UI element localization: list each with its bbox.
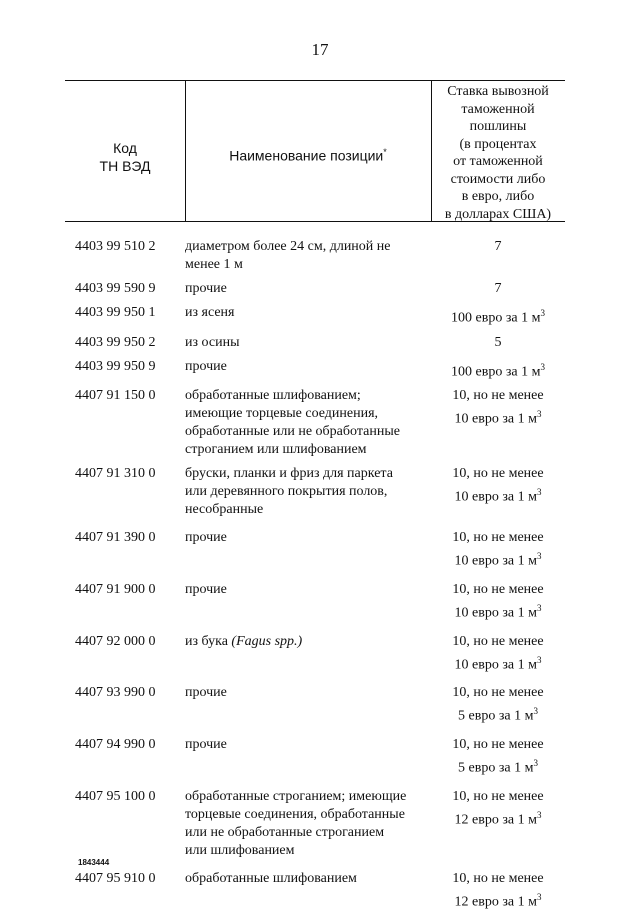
- cell-rate-text: 12 евро за 1 м: [454, 894, 537, 910]
- table-row: [65, 238, 565, 274]
- cell-rate-text: 10 евро за 1 м: [454, 657, 537, 673]
- cell-rate-text: 7: [494, 281, 502, 296]
- footnote-mark: *: [383, 147, 387, 157]
- unit-superscript: 3: [536, 551, 542, 562]
- cell-rate: [431, 280, 565, 298]
- header-rate-line: в долларах США): [444, 206, 552, 222]
- cell-name: [185, 788, 431, 860]
- cell-name-text: прочие: [185, 281, 227, 296]
- cell-rate: [431, 304, 565, 328]
- header-name: [185, 143, 431, 165]
- cell-rate-line: [431, 788, 565, 806]
- cell-name: [185, 581, 431, 623]
- table-row: [65, 465, 565, 519]
- cell-rate: [431, 684, 565, 726]
- header-rate-line: в евро, либо: [461, 189, 535, 204]
- cell-name-text: обработанные шлифованием: [185, 870, 357, 886]
- unit-superscript: 3: [536, 809, 542, 820]
- table-row: [65, 684, 565, 726]
- cell-name-text: строганием или шлифованием: [185, 442, 367, 458]
- cell-code: 4407 95 100 0: [75, 788, 156, 804]
- cell-rate-text: 10, но не менее: [452, 788, 544, 804]
- header-rate-line: пошлины: [469, 119, 527, 134]
- cell-rate-text: 10, но не менее: [452, 736, 544, 752]
- cell-name-line: [185, 684, 431, 702]
- cell-name-text: прочие: [185, 581, 227, 597]
- header-rate-line: стоимости либо: [450, 171, 546, 187]
- table-body: [65, 238, 565, 911]
- cell-rate-line: [431, 754, 565, 778]
- cell-rate: [431, 581, 565, 623]
- page-number: 17: [311, 40, 329, 59]
- cell-rate-text: 5 евро за 1 м: [458, 708, 534, 724]
- cell-name-line: [185, 465, 431, 483]
- cell-rate-line: [431, 358, 565, 382]
- cell-rate-text: 10, но не менее: [452, 685, 544, 701]
- cell-name: [185, 465, 431, 519]
- cell-name-italic: (Fagus spp.): [231, 633, 303, 649]
- cell-rate-text: 100 евро за 1 м: [451, 364, 541, 380]
- cell-rate-line: [431, 684, 565, 702]
- cell-name-text: или не обработанные строганием: [185, 824, 385, 840]
- cell-rate-text: 5 евро за 1 м: [458, 760, 534, 776]
- cell-code: 4407 91 900 0: [75, 581, 156, 597]
- cell-rate-text: 10, но не менее: [452, 633, 544, 649]
- cell-code: 4407 91 150 0: [75, 388, 156, 404]
- cell-name-line: [185, 256, 431, 274]
- cell-rate: [431, 529, 565, 571]
- cell-name-line: [185, 633, 431, 651]
- cell-name-line: [185, 280, 431, 298]
- cell-rate: [431, 358, 565, 382]
- cell-rate-line: [431, 405, 565, 429]
- cell-rate-line: [431, 483, 565, 507]
- cell-name-text: имеющие торцевые соединения,: [185, 406, 379, 422]
- unit-superscript: 3: [536, 409, 542, 420]
- cell-code: 4403 99 510 2: [75, 239, 156, 254]
- cell-name-text: торцевые соединения, обработанные: [185, 806, 405, 822]
- table-row: [65, 304, 565, 328]
- cell-rate-line: [431, 465, 565, 483]
- cell-code: 4407 91 390 0: [75, 530, 156, 546]
- cell-rate-text: 7: [494, 239, 502, 254]
- cell-name-line: [185, 870, 431, 888]
- cell-name-text: обработанные строганием; имеющие: [185, 788, 407, 804]
- unit-superscript: 3: [540, 361, 545, 372]
- cell-code: 4407 95 910 0: [75, 870, 156, 886]
- cell-rate: [431, 465, 565, 519]
- cell-name-line: [185, 405, 431, 423]
- cell-name: [185, 280, 431, 298]
- cell-name: [185, 358, 431, 382]
- table-row: [65, 529, 565, 571]
- table-row: [65, 387, 565, 459]
- cell-rate-text: 10 евро за 1 м: [454, 411, 537, 427]
- table-row: [65, 280, 565, 298]
- cell-name-line: [185, 304, 431, 322]
- cell-rate-text: 10, но не менее: [452, 581, 544, 597]
- table-row: [65, 334, 565, 352]
- unit-superscript: 3: [536, 891, 542, 902]
- cell-name-line: [185, 334, 431, 352]
- cell-code: 4403 99 950 9: [75, 358, 156, 374]
- tariff-table: [65, 80, 565, 911]
- cell-name-line: [185, 483, 431, 501]
- cell-code: 4407 92 000 0: [75, 633, 156, 649]
- cell-rate-text: 10 евро за 1 м: [454, 605, 537, 621]
- cell-name-text: прочие: [185, 736, 227, 752]
- cell-name-line: [185, 736, 431, 754]
- header-name-label: Наименование позиции: [229, 147, 384, 164]
- cell-rate: [431, 387, 565, 459]
- cell-name-text: менее 1 м: [185, 257, 243, 272]
- cell-name-text: прочие: [185, 685, 227, 701]
- cell-rate-text: 10 евро за 1 м: [454, 489, 537, 505]
- cell-rate-line: [431, 599, 565, 623]
- cell-name-line: [185, 441, 431, 459]
- cell-rate-text: 100 евро за 1 м: [451, 310, 541, 326]
- cell-name-line: [185, 238, 431, 256]
- cell-rate-text: 5: [494, 334, 502, 350]
- cell-name-text: обработанные или не обработанные: [185, 424, 400, 440]
- cell-name-text: бруски, планки и фриз для паркета: [185, 466, 393, 482]
- table-row: [65, 736, 565, 778]
- cell-name-text: из осины: [185, 334, 240, 350]
- cell-rate-line: [431, 870, 565, 888]
- unit-superscript: 3: [540, 308, 545, 318]
- cell-rate-line: [431, 633, 565, 651]
- cell-name-line: [185, 423, 431, 441]
- cell-name: [185, 870, 431, 911]
- unit-superscript: 3: [536, 602, 542, 613]
- cell-name-text: или шлифованием: [185, 842, 295, 858]
- cell-rate: [431, 334, 565, 352]
- cell-code: 4407 94 990 0: [75, 736, 156, 752]
- cell-rate-text: 10, но не менее: [452, 870, 544, 886]
- cell-name-text: диаметром более 24 см, длиной не: [185, 239, 391, 254]
- header-code-line: Код: [113, 140, 137, 156]
- table-header: [65, 80, 565, 222]
- cell-name-line: [185, 501, 431, 519]
- cell-name-line: [185, 842, 431, 860]
- cell-name-line: [185, 824, 431, 842]
- header-rate-line: Ставка вывозной: [447, 84, 549, 99]
- cell-name-line: [185, 387, 431, 405]
- cell-name-text: или деревянного покрытия полов,: [185, 484, 388, 500]
- cell-rate-line: [431, 387, 565, 405]
- cell-rate-text: 12 евро за 1 м: [454, 812, 537, 828]
- cell-code: 4403 99 590 9: [75, 281, 156, 296]
- cell-rate-line: [431, 806, 565, 830]
- cell-name-text: из ясеня: [185, 305, 235, 320]
- cell-name: [185, 387, 431, 459]
- cell-rate-text: 10, но не менее: [452, 530, 544, 546]
- cell-rate: [431, 238, 565, 274]
- unit-superscript: 3: [533, 706, 538, 717]
- cell-rate-text: 10 евро за 1 м: [454, 553, 537, 569]
- cell-name-text: несобранные: [185, 502, 264, 518]
- table-row: [65, 581, 565, 623]
- cell-rate: [431, 736, 565, 778]
- cell-name: [185, 684, 431, 726]
- cell-rate: [431, 633, 565, 675]
- unit-superscript: 3: [536, 487, 542, 498]
- cell-code: 4407 93 990 0: [75, 685, 156, 701]
- table-row: [65, 870, 565, 911]
- header-code: [65, 139, 185, 175]
- cell-code: 4403 99 950 2: [75, 334, 156, 350]
- cell-code: 4403 99 950 1: [75, 305, 156, 320]
- cell-rate-line: [431, 736, 565, 754]
- cell-rate-text: 10, но не менее: [452, 466, 544, 482]
- header-rate: [431, 83, 565, 223]
- cell-name-text: прочие: [185, 530, 227, 546]
- cell-name: [185, 304, 431, 328]
- cell-rate: [431, 870, 565, 911]
- cell-rate-line: [431, 334, 565, 352]
- cell-rate-line: [431, 280, 565, 298]
- cell-name: [185, 736, 431, 778]
- cell-rate-line: [431, 304, 565, 328]
- table-row: [65, 633, 565, 675]
- cell-name-text: из бука: [185, 633, 232, 649]
- cell-name-line: [185, 358, 431, 376]
- header-rate-line: (в процентах: [459, 136, 537, 152]
- cell-rate-text: 10, но не менее: [452, 388, 544, 404]
- cell-rate-line: [431, 547, 565, 571]
- cell-rate-line: [431, 581, 565, 599]
- header-rate-line: таможенной: [461, 101, 535, 117]
- cell-name-line: [185, 529, 431, 547]
- cell-name: [185, 633, 431, 675]
- cell-rate: [431, 788, 565, 860]
- cell-rate-line: [431, 651, 565, 675]
- cell-rate-line: [431, 238, 565, 256]
- document-id: 1843444: [78, 858, 110, 867]
- unit-superscript: 3: [533, 757, 538, 768]
- header-code-line: ТН ВЭД: [99, 158, 151, 174]
- cell-name-line: [185, 806, 431, 824]
- cell-name-line: [185, 788, 431, 806]
- table-row: [65, 788, 565, 860]
- cell-rate-line: [431, 888, 565, 911]
- cell-rate-line: [431, 702, 565, 726]
- cell-code: 4407 91 310 0: [75, 466, 156, 482]
- cell-name: [185, 334, 431, 352]
- cell-name: [185, 529, 431, 571]
- cell-name-text: прочие: [185, 358, 227, 374]
- header-rate-line: от таможенной: [453, 154, 543, 169]
- cell-name-text: обработанные шлифованием;: [185, 388, 361, 404]
- unit-superscript: 3: [536, 654, 542, 665]
- cell-name: [185, 238, 431, 274]
- cell-name-line: [185, 581, 431, 599]
- table-row: [65, 358, 565, 382]
- cell-rate-line: [431, 529, 565, 547]
